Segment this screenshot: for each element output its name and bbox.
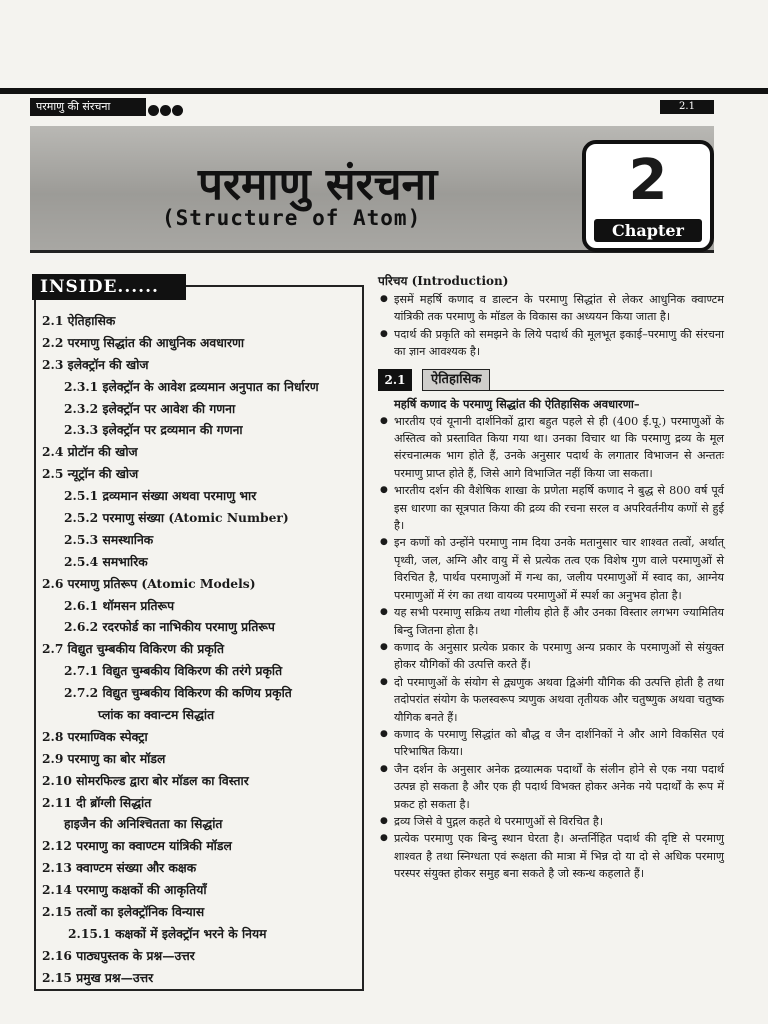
section-heading xyxy=(378,369,724,391)
inside-label: INSIDE...... xyxy=(32,274,186,300)
toc-item: 2.5.4 समभारिक xyxy=(64,553,148,569)
list-item: ● भारतीय एवं यूनानी दार्शनिकों द्वारा बहुत पहले से ही (400 ई.पू.) परमाणुओं के अस्तित्व को प्रस्तावित किया गया था। उनका विचार था कि परमाणु द्रव्य के मूल संरचनात्मक भाग होते हैं, उनके अनुसार पदार्थ के लगातार विभाजन से अन्ततः परमाणु प्राप्त होते हैं, जिसे आगे विभाजित नहीं किया जा सकता। xyxy=(378,413,724,483)
right-column xyxy=(378,272,724,883)
toc-item: 2.15.1 कक्षकों में इलेक्ट्रॉन भरने के नियम xyxy=(68,925,267,941)
list-item: ● जैन दर्शन के अनुसार अनेक द्रव्यात्मक पदार्थों के संलीन होने से एक नया पदार्थ उत्पन्न हो सकता है और एक ही पदार्थ विभक्त होकर अनेक नये पदार्थों के रूप में प्रकट हो सकता है। xyxy=(378,761,724,813)
toc-item: 2.3.2 इलेक्ट्रॉन पर आवेश की गणना xyxy=(64,400,236,416)
toc-item: 2.13 क्वाण्टम संख्या और कक्षक xyxy=(42,860,197,876)
list-item: ● इन कणों को उन्होंने परमाणु नाम दिया उनके मतानुसार चार शाश्वत तत्वों, अर्थात् पृथ्वी, जल, अग्नि और वायु में से प्रत्येक तत्व एक विशेष गुण वाले परमाणुओं से विरचित है, पार्थव परमाणुओं में गन्ध का, जलीय परमाणुओं में स्वाद का, आग्नेय परमाणुओं में रंग का तथा वायव्य परमाणुओं में स्पर्श का अनुभव होता है। xyxy=(378,534,724,604)
chapter-word: Chapter xyxy=(594,219,702,242)
list-item: ● कणाद के परमाणु सिद्धांत को बौद्ध व जैन दार्शनिकों ने और आगे विकसित एवं परिभाषित किया। xyxy=(378,726,724,761)
list-item: ● यह सभी परमाणु सक्रिय तथा गोलीय होते हैं और उनका विस्तार लगभग ज्यामितिय बिन्दु जितना होता है। xyxy=(378,604,724,639)
toc-item: 2.3.3 इलेक्ट्रॉन पर द्रव्यमान की गणना xyxy=(64,422,243,438)
toc-item: 2.15 तत्वों का इलेक्ट्रॉनिक विन्यास xyxy=(42,904,205,920)
toc-item: 2.7 विद्युत चुम्बकीय विकिरण की प्रकृति xyxy=(42,641,225,657)
toc-item: 2.7.2 विद्युत चुम्बकीय विकिरण की कणिय प्रकृति xyxy=(64,685,292,701)
toc-item: 2.6 परमाणु प्रतिरूप (Atomic Models) xyxy=(42,575,256,591)
section-bullets xyxy=(378,413,724,883)
toc-item: 2.8 परमाण्विक स्पेक्ट्रा xyxy=(42,728,148,744)
chapter-title-english: (Structure of Atom) xyxy=(162,206,422,230)
header-dots xyxy=(148,101,184,120)
toc-item: 2.11 दी ब्रॉग्ली सिद्धांत xyxy=(42,794,152,810)
toc-item: 2.1 ऐतिहासिक xyxy=(42,313,116,328)
top-rule xyxy=(0,88,768,94)
running-header xyxy=(30,98,714,116)
list-item: ● पदार्थ की प्रकृति को समझने के लिये पदार्थ की मूलभूत इकाई–परमाणु की संरचना का ज्ञान आवश्यक है। xyxy=(378,326,724,361)
list-item: ● इसमें महर्षि कणाद व डाल्टन के परमाणु सिद्धांत से लेकर आधुनिक क्वाण्टम यांत्रिकी तक परमाणु के मॉडल के विकास का अध्ययन किया जाता है। xyxy=(378,291,724,326)
section-rule xyxy=(422,390,724,391)
running-header-label: परमाणु की संरचना xyxy=(30,98,146,116)
toc-item: 2.6.1 थॉमसन प्रतिरूप xyxy=(64,597,175,613)
toc-item: 2.15 प्रमुख प्रश्न—उत्तर xyxy=(42,969,154,985)
section-number: 2.1 xyxy=(378,369,412,391)
toc-item: 2.12 परमाणु का क्वाण्टम यांत्रिकी मॉडल xyxy=(42,838,232,854)
list-item: ● भारतीय दर्शन की वैशेषिक शाखा के प्रणेता महर्षि कणाद ने बुद्ध से 800 वर्ष पूर्व इस धारणा का सूत्रपात किया की द्रव्य की रचना सरल व अपरिवर्तनीय कणों से हुई है। xyxy=(378,482,724,534)
intro-bullets xyxy=(378,291,724,361)
section-title: ऐतिहासिक xyxy=(422,369,490,391)
toc-item: 2.5 न्यूट्रॉन की खोज xyxy=(42,466,139,482)
toc-item: 2.5.2 परमाणु संख्या (Atomic Number) xyxy=(64,510,289,526)
toc-item: 2.9 परमाणु का बोर मॉडल xyxy=(42,750,166,766)
page-number: 2.1 xyxy=(660,100,714,114)
chapter-number: 2 xyxy=(628,148,668,213)
intro-heading: परिचय (Introduction) xyxy=(378,274,509,288)
toc-item: प्लांक का क्वान्टम सिद्धांत xyxy=(98,707,215,723)
toc-item: 2.10 सोमरफिल्ड द्वारा बोर मॉडल का विस्तार xyxy=(42,772,249,788)
section-lead: महर्षि कणाद के परमाणु सिद्धांत की ऐतिहासिक अवधारणा– xyxy=(394,396,640,411)
table-of-contents xyxy=(42,310,360,989)
toc-item: 2.3 इलेक्ट्रॉन की खोज xyxy=(42,356,149,372)
toc-item: 2.14 परमाणु कक्षकों की आकृतियाँ xyxy=(42,882,207,898)
chapter-badge xyxy=(582,140,714,252)
list-item: ● कणाद के अनुसार प्रत्येक प्रकार के परमाणु अन्य प्रकार के परमाणुओं से संयुक्त होकर यौगिकों की उत्पत्ति करते हैं। xyxy=(378,639,724,674)
chapter-title-hindi: परमाणु संरचना xyxy=(198,159,438,210)
toc-item: 2.3.1 इलेक्ट्रॉन के आवेश द्रव्यमान अनुपात का निर्धारण xyxy=(64,378,319,394)
toc-item: हाइजैन की अनिश्चितता का सिद्धांत xyxy=(64,816,223,832)
toc-item: 2.6.2 रदरफोर्ड का नाभिकीय परमाणु प्रतिरूप xyxy=(64,619,275,635)
toc-item: 2.2 परमाणु सिद्धांत की आधुनिक अवधारणा xyxy=(42,334,245,350)
list-item: ● दो परमाणुओं के संयोग से द्व्यणुक अथवा द्विअंगी यौगिक की उत्पत्ति होती है तथा तदोपरांत संयोग के फलस्वरूप त्र्यणुक अथवा तृतीयक और चतुष्णुक अथवा चतुष्क यौगिक बनते हैं। xyxy=(378,674,724,726)
toc-item: 2.5.3 समस्थानिक xyxy=(64,531,154,547)
toc-item: 2.7.1 विद्युत चुम्बकीय विकिरण की तरंगे प्रकृति xyxy=(64,663,283,679)
toc-item: 2.5.1 द्रव्यमान संख्या अथवा परमाणु भार xyxy=(64,488,257,504)
list-item: ● प्रत्येक परमाणु एक बिन्दु स्थान घेरता है। अन्तर्निहित पदार्थ की दृष्टि से परमाणु शाश्वत है तथा स्निग्धता एवं रूक्षता की मात्रा में भिन्न दो या दो से अधिक परमाणु परस्पर संयुक्त होकर समुह बना सकते है जो स्कन्ध कहलाते हैं। xyxy=(378,830,724,882)
list-item: ● द्रव्य जिसे वे पुद्गल कहते थे परमाणुओं से विरचित है। xyxy=(378,813,724,830)
toc-item: 2.4 प्रोटॉन की खोज xyxy=(42,444,138,460)
toc-item: 2.16 पाठ्यपुस्तक के प्रश्न—उत्तर xyxy=(42,947,195,963)
